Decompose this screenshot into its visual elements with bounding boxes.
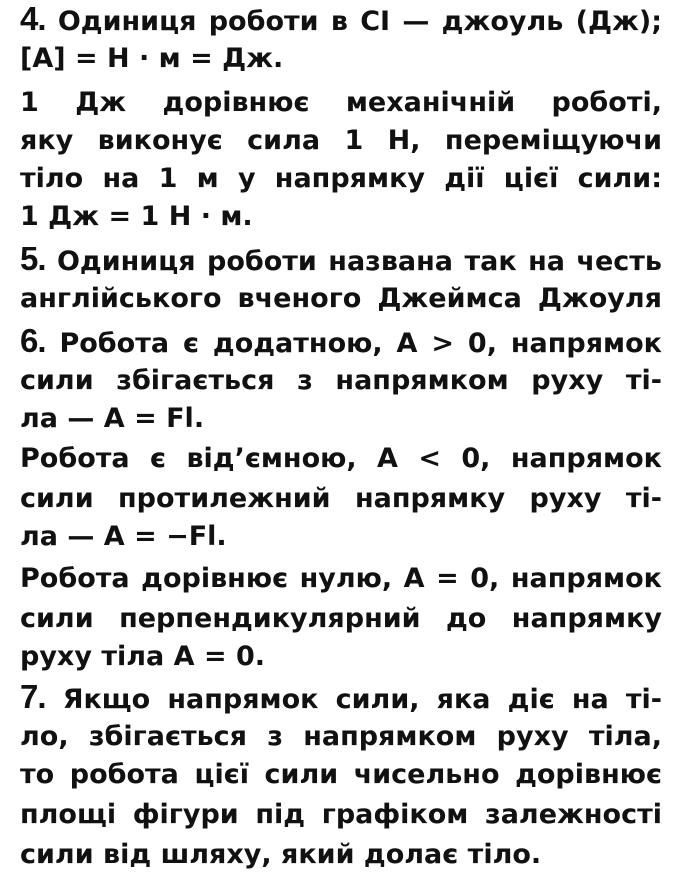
item-6-line-3: ла — A = Fl. xyxy=(20,403,205,434)
item-4-line-3: 1 Дж дорівнює механічній роботі, xyxy=(20,87,662,118)
item-7-number: 7. xyxy=(20,678,46,715)
item-7-line-5: сили від шляху, який долає тіло. xyxy=(20,839,542,870)
item-6-line-6: ла — A = −Fl. xyxy=(20,521,227,552)
item-6-number: 6. xyxy=(20,322,46,359)
item-4-line-5: тіло на 1 м у напрямку дії цієї сили: xyxy=(20,163,662,194)
item-5-number: 5. xyxy=(20,240,46,277)
item-7-text-1: Якщо напрямок сили, яка діє на ті- xyxy=(62,684,663,715)
item-4-line-2: [A] = Н · м = Дж. xyxy=(20,43,284,74)
item-6-line-1 xyxy=(20,322,662,360)
item-6-line-4: Робота є від’ємною, A < 0, напрямок xyxy=(20,443,662,474)
item-6-line-9: руху тіла A = 0. xyxy=(20,641,266,672)
item-6-line-7: Робота дорівнює нулю, A = 0, напрямок xyxy=(20,563,662,594)
item-4-line-6: 1 Дж = 1 Н · м. xyxy=(20,201,253,232)
item-4-line-1 xyxy=(20,0,662,38)
item-5-text-1: Одиниця роботи названа так на честь xyxy=(56,246,662,277)
item-7-line-3: то робота цієї сили чисельно дорівнює xyxy=(20,759,662,790)
item-4-line-4: яку виконує сила 1 Н, переміщуючи xyxy=(20,125,662,156)
item-5-line-2: англійського вченого Джеймса Джоуля xyxy=(20,283,662,314)
item-7-line-1 xyxy=(20,678,662,716)
item-5-line-1 xyxy=(20,240,662,278)
item-7-line-2: ло, збігається з напрямком руху тіла, xyxy=(20,721,662,752)
item-4-number: 4. xyxy=(20,0,46,37)
item-4-text-1: Одиниця роботи в СІ — джоуль (Дж); xyxy=(57,6,662,37)
item-7-line-4: площі фігури під графіком залежності xyxy=(20,799,662,830)
item-6-text-1: Робота є додатною, A > 0, напрямок xyxy=(59,328,662,359)
item-6-line-8: сили перпендикулярний до напрямку xyxy=(20,603,662,634)
item-6-line-2: сили збігається з напрямком руху ті- xyxy=(20,365,662,396)
item-6-line-5: сили протилежний напрямку руху ті- xyxy=(20,483,662,514)
